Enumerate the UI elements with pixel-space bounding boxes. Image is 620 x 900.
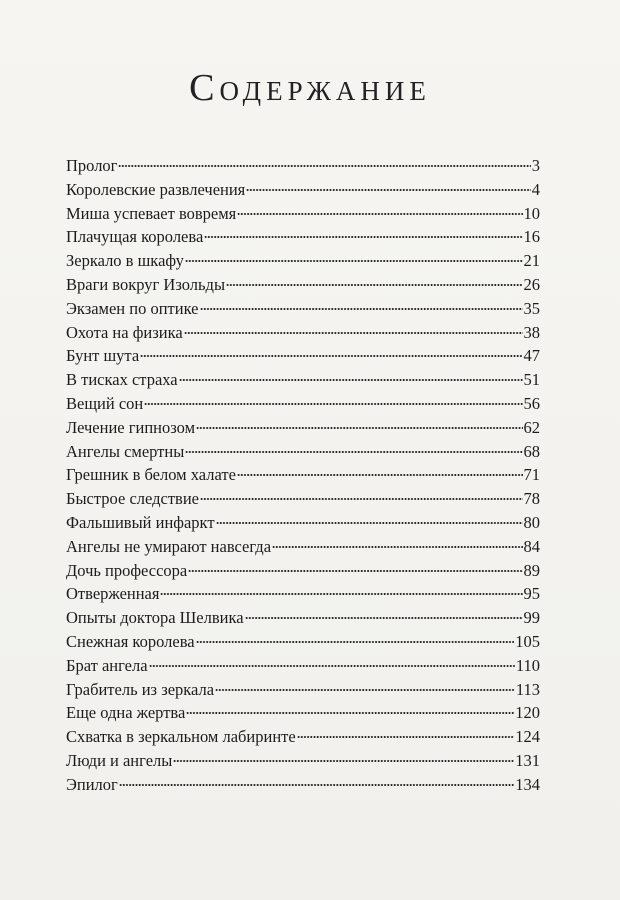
toc-entry-title: Брат ангела xyxy=(66,655,148,675)
toc-entry xyxy=(66,773,540,797)
dot-leader xyxy=(226,284,522,286)
toc-entry-page-number: 95 xyxy=(523,584,540,604)
toc-entry xyxy=(66,392,540,416)
toc-entry-title: Фальшивый инфаркт xyxy=(66,512,215,532)
toc-entry xyxy=(66,630,540,654)
dot-leader xyxy=(184,332,523,334)
toc-entry-page-number: 68 xyxy=(523,441,540,461)
toc-entry xyxy=(66,154,540,178)
toc-entry-title: Дочь профессора xyxy=(66,560,188,580)
toc-entry-title: Пролог xyxy=(66,156,118,175)
toc-entry xyxy=(66,582,540,606)
toc-entry xyxy=(66,654,540,678)
dot-leader xyxy=(186,712,514,714)
toc-entry-page-number: 51 xyxy=(523,370,540,390)
toc-entry-page-number: 89 xyxy=(523,560,540,580)
toc-entry-page-number: 47 xyxy=(523,346,540,366)
dot-leader xyxy=(173,760,514,762)
dot-leader xyxy=(185,451,522,453)
dot-leader xyxy=(144,403,522,405)
dot-leader xyxy=(200,498,523,500)
toc-entry xyxy=(66,606,540,630)
toc-entry xyxy=(66,535,540,559)
toc-entry-page-number: 10 xyxy=(523,203,540,223)
toc-entry xyxy=(66,344,540,368)
toc-entry xyxy=(66,678,540,702)
toc-entry-page-number: 80 xyxy=(523,512,540,532)
toc-entry-title: Эпилог xyxy=(66,774,118,794)
toc-entry xyxy=(66,297,540,321)
dot-leader xyxy=(237,474,523,476)
toc-entry xyxy=(66,701,540,725)
dot-leader xyxy=(237,213,522,215)
toc-entry-title: Ангелы смертны xyxy=(66,441,185,461)
toc-entry-page-number: 131 xyxy=(515,750,540,770)
toc-entry-page-number: 105 xyxy=(515,631,540,651)
toc-entry-page-number: 78 xyxy=(523,489,540,509)
toc-entry xyxy=(66,273,540,297)
dot-leader xyxy=(246,189,530,191)
toc-entry-title: Королевские развлечения xyxy=(66,179,246,199)
table-of-contents xyxy=(66,154,540,797)
toc-entry-page-number: 26 xyxy=(523,274,540,294)
toc-entry-title: Ангелы не умирают навсегда xyxy=(66,536,272,556)
toc-entry-page-number: 56 xyxy=(523,393,540,413)
toc-entry-page-number: 35 xyxy=(523,298,540,318)
dot-leader xyxy=(185,260,523,262)
dot-leader xyxy=(160,593,522,595)
toc-entry-page-number: 21 xyxy=(523,251,540,271)
toc-entry-page-number: 113 xyxy=(515,679,540,699)
dot-leader xyxy=(179,379,523,381)
toc-entry xyxy=(66,202,540,226)
toc-entry-title: Миша успевает вовремя xyxy=(66,203,237,223)
toc-entry-title: Грабитель из зеркала xyxy=(66,679,215,699)
toc-entry xyxy=(66,225,540,249)
toc-entry-page-number: 124 xyxy=(515,727,540,747)
toc-entry-page-number: 134 xyxy=(515,774,540,794)
toc-entry-title: Бунт шута xyxy=(66,346,140,366)
toc-entry-title: Снежная королева xyxy=(66,631,195,651)
toc-entry-title: Лечение гипнозом xyxy=(66,417,196,437)
toc-entry-title: Экзамен по оптике xyxy=(66,298,199,318)
dot-leader xyxy=(215,689,515,691)
toc-entry xyxy=(66,725,540,749)
toc-entry-page-number: 84 xyxy=(523,536,540,556)
toc-entry-title: Еще одна жертва xyxy=(66,703,186,723)
dot-leader xyxy=(196,427,522,429)
toc-entry-title: Отверженная xyxy=(66,584,160,604)
toc-entry xyxy=(66,511,540,535)
toc-entry-page-number: 62 xyxy=(523,417,540,437)
toc-entry-title: Плачущая королева xyxy=(66,227,204,247)
dot-leader xyxy=(272,546,522,548)
toc-entry-page-number: 38 xyxy=(523,322,540,342)
toc-entry-page-number: 4 xyxy=(531,179,540,199)
toc-entry-title: Зеркало в шкафу xyxy=(66,251,184,271)
dot-leader xyxy=(200,308,523,310)
dot-leader xyxy=(149,665,515,667)
dot-leader xyxy=(188,570,522,572)
toc-entry-title: Быстрое следствие xyxy=(66,489,199,509)
toc-entry-page-number: 110 xyxy=(515,655,540,675)
dot-leader xyxy=(245,617,523,619)
toc-entry-title: Опыты доктора Шелвика xyxy=(66,608,244,628)
toc-entry-page-number: 120 xyxy=(515,703,540,723)
toc-entry xyxy=(66,416,540,440)
toc-entry xyxy=(66,463,540,487)
toc-entry xyxy=(66,487,540,511)
toc-entry xyxy=(66,749,540,773)
toc-entry-title: Охота на физика xyxy=(66,322,183,342)
toc-entry-page-number: 16 xyxy=(523,227,540,247)
toc-entry xyxy=(66,321,540,345)
toc-entry-title: Вещий сон xyxy=(66,393,144,413)
toc-entry-title: Враги вокруг Изольды xyxy=(66,274,226,294)
toc-entry-page-number: 3 xyxy=(531,156,540,175)
toc-entry-page-number: 99 xyxy=(523,608,540,628)
toc-entry-title: Люди и ангелы xyxy=(66,750,173,770)
toc-entry-page-number: 71 xyxy=(523,465,540,485)
dot-leader xyxy=(297,736,515,738)
toc-entry xyxy=(66,178,540,202)
toc-entry xyxy=(66,559,540,583)
toc-entry-title: В тисках страха xyxy=(66,370,178,390)
toc-entry xyxy=(66,249,540,273)
toc-entry-title: Грешник в белом халате xyxy=(66,465,236,485)
dot-leader xyxy=(119,784,514,786)
page-title: Содержание xyxy=(189,67,431,109)
dot-leader xyxy=(216,522,523,524)
dot-leader xyxy=(196,641,515,643)
toc-entry xyxy=(66,440,540,464)
toc-entry-title: Схватка в зеркальном лабиринте xyxy=(66,727,296,747)
toc-entry xyxy=(66,368,540,392)
dot-leader xyxy=(204,236,522,238)
dot-leader xyxy=(118,165,530,167)
dot-leader xyxy=(140,355,522,357)
